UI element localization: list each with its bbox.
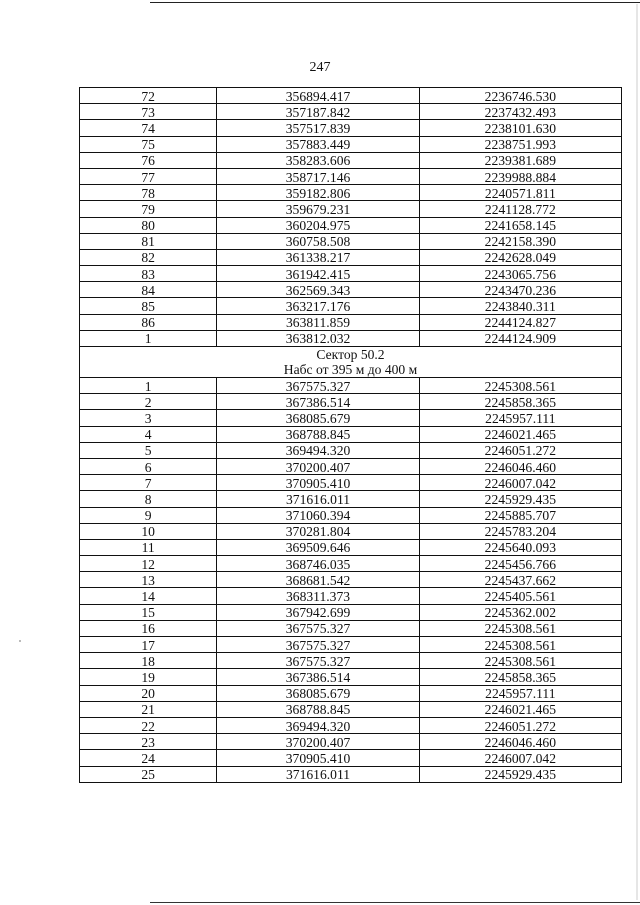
table-row xyxy=(80,282,622,298)
table-row xyxy=(80,458,622,474)
point-number-cell: 82 xyxy=(80,249,217,265)
table-row xyxy=(80,298,622,314)
x-coordinate-cell: 367575.327 xyxy=(217,637,419,653)
table-row xyxy=(80,637,622,653)
point-number-cell: 22 xyxy=(80,717,217,733)
table-row xyxy=(80,168,622,184)
x-coordinate-cell: 359182.806 xyxy=(217,185,419,201)
x-coordinate-cell: 371616.011 xyxy=(217,766,419,782)
y-coordinate-cell: 2245640.093 xyxy=(419,539,621,555)
point-number-cell: 5 xyxy=(80,442,217,458)
x-coordinate-cell: 360758.508 xyxy=(217,233,419,249)
x-coordinate-cell: 370200.407 xyxy=(217,734,419,750)
table-row xyxy=(80,539,622,555)
table-row xyxy=(80,233,622,249)
page-number: 247 xyxy=(309,60,331,75)
y-coordinate-cell: 2243065.756 xyxy=(419,266,621,282)
x-coordinate-cell: 356894.417 xyxy=(217,88,419,104)
y-coordinate-cell: 2245957.111 xyxy=(419,685,621,701)
x-coordinate-cell: 357187.842 xyxy=(217,104,419,120)
point-number-cell: 78 xyxy=(80,185,217,201)
x-coordinate-cell: 369494.320 xyxy=(217,717,419,733)
y-coordinate-cell: 2246046.460 xyxy=(419,458,621,474)
y-coordinate-cell: 2246007.042 xyxy=(419,750,621,766)
point-number-cell: 7 xyxy=(80,475,217,491)
x-coordinate-cell: 367942.699 xyxy=(217,604,419,620)
x-coordinate-cell: 368788.845 xyxy=(217,701,419,717)
point-number-cell: 73 xyxy=(80,104,217,120)
table-row xyxy=(80,442,622,458)
x-coordinate-cell: 361942.415 xyxy=(217,266,419,282)
y-coordinate-cell: 2246051.272 xyxy=(419,442,621,458)
y-coordinate-cell: 2244124.827 xyxy=(419,314,621,330)
y-coordinate-cell: 2245308.561 xyxy=(419,653,621,669)
x-coordinate-cell: 357517.839 xyxy=(217,120,419,136)
table-row xyxy=(80,378,622,394)
y-coordinate-cell: 2244124.909 xyxy=(419,330,621,346)
table-row xyxy=(80,750,622,766)
table-row xyxy=(80,572,622,588)
y-coordinate-cell: 2245362.002 xyxy=(419,604,621,620)
table-row xyxy=(80,588,622,604)
point-number-cell: 20 xyxy=(80,685,217,701)
x-coordinate-cell: 363812.032 xyxy=(217,330,419,346)
point-number-cell: 85 xyxy=(80,298,217,314)
y-coordinate-cell: 2246046.460 xyxy=(419,734,621,750)
y-coordinate-cell: 2246007.042 xyxy=(419,475,621,491)
table-row xyxy=(80,491,622,507)
x-coordinate-cell: 368085.679 xyxy=(217,410,419,426)
x-coordinate-cell: 371060.394 xyxy=(217,507,419,523)
x-coordinate-cell: 367386.514 xyxy=(217,394,419,410)
table-row xyxy=(80,410,622,426)
x-coordinate-cell: 367386.514 xyxy=(217,669,419,685)
y-coordinate-cell: 2240571.811 xyxy=(419,185,621,201)
table-row xyxy=(80,685,622,701)
table-row xyxy=(80,152,622,168)
y-coordinate-cell: 2243470.236 xyxy=(419,282,621,298)
y-coordinate-cell: 2245405.561 xyxy=(419,588,621,604)
y-coordinate-cell: 2245308.561 xyxy=(419,637,621,653)
bottom-edge-line xyxy=(150,902,640,903)
x-coordinate-cell: 361338.217 xyxy=(217,249,419,265)
point-number-cell: 75 xyxy=(80,136,217,152)
y-coordinate-cell: 2242628.049 xyxy=(419,249,621,265)
x-coordinate-cell: 370281.804 xyxy=(217,523,419,539)
x-coordinate-cell: 357883.449 xyxy=(217,136,419,152)
y-coordinate-cell: 2245783.204 xyxy=(419,523,621,539)
y-coordinate-cell: 2245308.561 xyxy=(419,620,621,636)
table-row xyxy=(80,426,622,442)
x-coordinate-cell: 368311.373 xyxy=(217,588,419,604)
y-coordinate-cell: 2242158.390 xyxy=(419,233,621,249)
x-coordinate-cell: 360204.975 xyxy=(217,217,419,233)
sector-header-row xyxy=(80,347,622,378)
x-coordinate-cell: 370200.407 xyxy=(217,458,419,474)
table-row xyxy=(80,201,622,217)
y-coordinate-cell: 2245929.435 xyxy=(419,766,621,782)
table-row xyxy=(80,734,622,750)
point-number-cell: 1 xyxy=(80,330,217,346)
y-coordinate-cell: 2245456.766 xyxy=(419,556,621,572)
table-row xyxy=(80,717,622,733)
x-coordinate-cell: 370905.410 xyxy=(217,750,419,766)
point-number-cell: 23 xyxy=(80,734,217,750)
x-coordinate-cell: 368746.035 xyxy=(217,556,419,572)
table-row xyxy=(80,556,622,572)
table-row xyxy=(80,217,622,233)
y-coordinate-cell: 2246021.465 xyxy=(419,426,621,442)
point-number-cell: 77 xyxy=(80,168,217,184)
point-number-cell: 19 xyxy=(80,669,217,685)
x-coordinate-cell: 371616.011 xyxy=(217,491,419,507)
point-number-cell: 21 xyxy=(80,701,217,717)
x-coordinate-cell: 369509.646 xyxy=(217,539,419,555)
point-number-cell: 25 xyxy=(80,766,217,782)
y-coordinate-cell: 2245858.365 xyxy=(419,394,621,410)
table-row xyxy=(80,266,622,282)
table-row xyxy=(80,523,622,539)
point-number-cell: 13 xyxy=(80,572,217,588)
y-coordinate-cell: 2237432.493 xyxy=(419,104,621,120)
table-row xyxy=(80,104,622,120)
point-number-cell: 10 xyxy=(80,523,217,539)
point-number-cell: 2 xyxy=(80,394,217,410)
table-row xyxy=(80,88,622,104)
x-coordinate-cell: 359679.231 xyxy=(217,201,419,217)
sector-title: Сектор 50.2 xyxy=(316,347,385,362)
table-row xyxy=(80,507,622,523)
rows-before-sector xyxy=(80,88,622,347)
point-number-cell: 16 xyxy=(80,620,217,636)
y-coordinate-cell: 2238101.630 xyxy=(419,120,621,136)
y-coordinate-cell: 2245437.662 xyxy=(419,572,621,588)
y-coordinate-cell: 2238751.993 xyxy=(419,136,621,152)
point-number-cell: 80 xyxy=(80,217,217,233)
point-number-cell: 74 xyxy=(80,120,217,136)
point-number-cell: 72 xyxy=(80,88,217,104)
sector-header xyxy=(80,347,622,378)
y-coordinate-cell: 2239988.884 xyxy=(419,168,621,184)
table-row xyxy=(80,669,622,685)
y-coordinate-cell: 2241658.145 xyxy=(419,217,621,233)
table-row xyxy=(80,475,622,491)
x-coordinate-cell: 362569.343 xyxy=(217,282,419,298)
x-coordinate-cell: 358717.146 xyxy=(217,168,419,184)
x-coordinate-cell: 367575.327 xyxy=(217,620,419,636)
point-number-cell: 86 xyxy=(80,314,217,330)
point-number-cell: 11 xyxy=(80,539,217,555)
sector-subtitle: Набс от 395 м до 400 м xyxy=(283,362,418,377)
table-row xyxy=(80,766,622,782)
point-number-cell: 17 xyxy=(80,637,217,653)
table-row xyxy=(80,185,622,201)
top-edge-line xyxy=(150,2,640,3)
x-coordinate-cell: 363811.859 xyxy=(217,314,419,330)
y-coordinate-cell: 2245957.111 xyxy=(419,410,621,426)
point-number-cell: 12 xyxy=(80,556,217,572)
point-number-cell: 9 xyxy=(80,507,217,523)
point-number-cell: 18 xyxy=(80,653,217,669)
table-row xyxy=(80,604,622,620)
y-coordinate-cell: 2241128.772 xyxy=(419,201,621,217)
table-row xyxy=(80,120,622,136)
point-number-cell: 14 xyxy=(80,588,217,604)
y-coordinate-cell: 2245858.365 xyxy=(419,669,621,685)
point-number-cell: 83 xyxy=(80,266,217,282)
point-number-cell: 8 xyxy=(80,491,217,507)
y-coordinate-cell: 2245885.707 xyxy=(419,507,621,523)
point-number-cell: 6 xyxy=(80,458,217,474)
point-number-cell: 76 xyxy=(80,152,217,168)
x-coordinate-cell: 368788.845 xyxy=(217,426,419,442)
sector-header-cell xyxy=(80,347,622,378)
rows-after-sector xyxy=(80,378,622,783)
x-coordinate-cell: 368085.679 xyxy=(217,685,419,701)
x-coordinate-cell: 369494.320 xyxy=(217,442,419,458)
point-number-cell: 24 xyxy=(80,750,217,766)
table-row xyxy=(80,701,622,717)
x-coordinate-cell: 370905.410 xyxy=(217,475,419,491)
y-coordinate-cell: 2243840.311 xyxy=(419,298,621,314)
table-row xyxy=(80,249,622,265)
x-coordinate-cell: 358283.606 xyxy=(217,152,419,168)
point-number-cell: 4 xyxy=(80,426,217,442)
point-number-cell: 1 xyxy=(80,378,217,394)
y-coordinate-cell: 2246021.465 xyxy=(419,701,621,717)
y-coordinate-cell: 2236746.530 xyxy=(419,88,621,104)
x-coordinate-cell: 363217.176 xyxy=(217,298,419,314)
x-coordinate-cell: 368681.542 xyxy=(217,572,419,588)
y-coordinate-cell: 2245929.435 xyxy=(419,491,621,507)
table-row xyxy=(80,620,622,636)
point-number-cell: 15 xyxy=(80,604,217,620)
x-coordinate-cell: 367575.327 xyxy=(217,653,419,669)
right-edge-shadow xyxy=(636,4,638,900)
y-coordinate-cell: 2245308.561 xyxy=(419,378,621,394)
table-row xyxy=(80,394,622,410)
coordinates-table xyxy=(79,87,622,783)
y-coordinate-cell: 2239381.689 xyxy=(419,152,621,168)
table-row xyxy=(80,136,622,152)
point-number-cell: 84 xyxy=(80,282,217,298)
table-row xyxy=(80,330,622,346)
point-number-cell: 81 xyxy=(80,233,217,249)
table-row xyxy=(80,314,622,330)
point-number-cell: 79 xyxy=(80,201,217,217)
scan-speck xyxy=(19,640,21,642)
y-coordinate-cell: 2246051.272 xyxy=(419,717,621,733)
table-row xyxy=(80,653,622,669)
x-coordinate-cell: 367575.327 xyxy=(217,378,419,394)
point-number-cell: 3 xyxy=(80,410,217,426)
